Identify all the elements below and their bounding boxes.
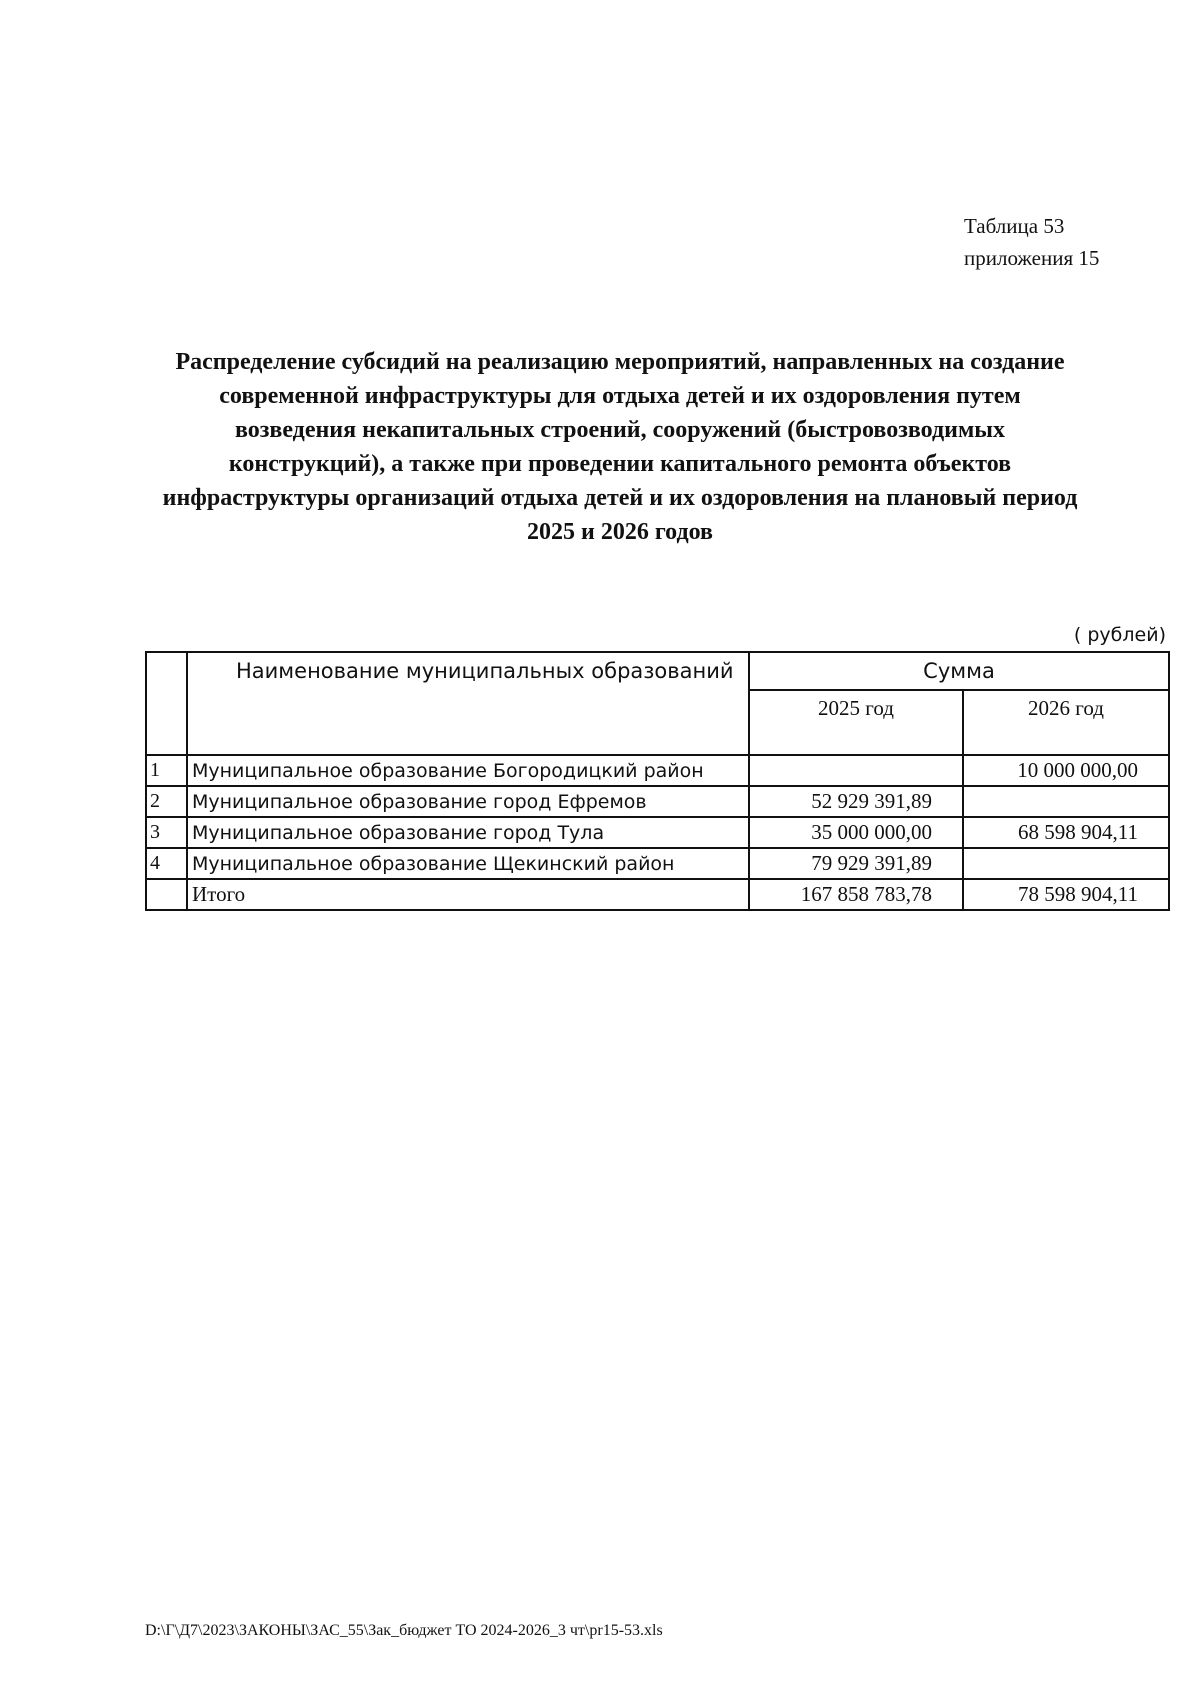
table-row (146, 786, 1169, 817)
row-amount-2026: 68 598 904,11 (963, 817, 1169, 848)
header-year-2025: 2025 год (749, 690, 963, 755)
table-header-row (146, 652, 1169, 690)
title-line: современной инфраструктуры для отдыха детей и их оздоровления путем (219, 383, 1021, 409)
table-row (146, 848, 1169, 879)
title-line: 2025 и 2026 годов (527, 519, 713, 545)
table-row (146, 755, 1169, 786)
total-amount-2026: 78 598 904,11 (963, 879, 1169, 910)
table-total-row (146, 879, 1169, 910)
row-amount-2026 (963, 786, 1169, 817)
total-label: Итого (187, 879, 749, 910)
row-amount-2025: 79 929 391,89 (749, 848, 963, 879)
table-number-label: Таблица 53 (964, 214, 1065, 238)
row-number: 1 (146, 755, 187, 786)
row-number: 3 (146, 817, 187, 848)
table-row (146, 817, 1169, 848)
row-name: Муниципальное образование Богородицкий район (187, 755, 749, 786)
units-label: ( рублей) (1073, 624, 1166, 646)
row-amount-2025 (749, 755, 963, 786)
file-path-footer: D:\Г\Д7\2023\ЗАКОНЫ\ЗАС_55\Зак_бюджет ТО 2024-2026_3 чт\pr15-53.xls (145, 1622, 663, 1639)
total-number-cell (146, 879, 187, 910)
row-amount-2026: 10 000 000,00 (963, 755, 1169, 786)
row-amount-2026 (963, 848, 1169, 879)
header-sum-cell: Сумма (749, 652, 1169, 690)
title-line: инфраструктуры организаций отдыха детей и их оздоровления на плановый период (162, 485, 1078, 511)
title-line: возведения некапитальных строений, сооружений (быстровозводимых (234, 417, 1006, 443)
appendix-label: приложения 15 (964, 246, 1100, 270)
subsidy-table (145, 651, 1170, 911)
row-name: Муниципальное образование Щекинский район (187, 848, 749, 879)
title-line: конструкций), а также при проведении капитального ремонта объектов (228, 451, 1012, 477)
header-year-2026: 2026 год (963, 690, 1169, 755)
row-number: 4 (146, 848, 187, 879)
row-amount-2025: 52 929 391,89 (749, 786, 963, 817)
title-line: Распределение субсидий на реализацию мероприятий, направленных на создание (175, 349, 1065, 375)
row-amount-2025: 35 000 000,00 (749, 817, 963, 848)
row-name: Муниципальное образование город Тула (187, 817, 749, 848)
table-reference (964, 210, 1099, 274)
header-num-cell (146, 652, 187, 755)
row-name: Муниципальное образование город Ефремов (187, 786, 749, 817)
header-name-cell: Наименование муниципальных образований (187, 652, 749, 755)
total-amount-2025: 167 858 783,78 (749, 879, 963, 910)
document-title (140, 345, 1100, 549)
row-number: 2 (146, 786, 187, 817)
